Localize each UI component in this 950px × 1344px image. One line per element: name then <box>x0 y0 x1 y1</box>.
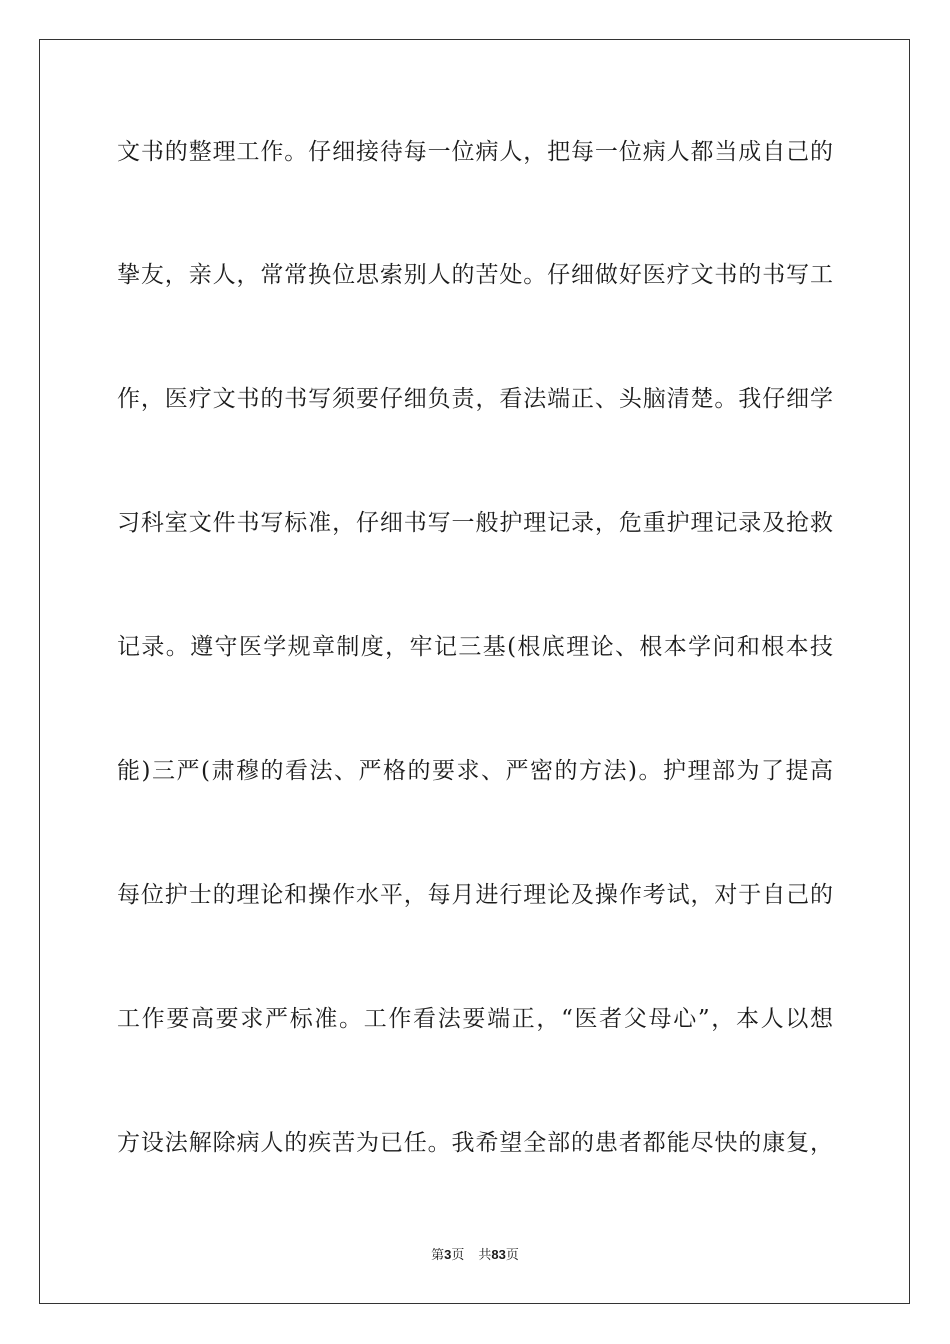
body-text-line-1: 文书的整理工作。仔细接待每一位病人，把每一位病人都当成自己的 <box>117 139 833 165</box>
body-text-line-5: 记录。遵守医学规章制度，牢记三基(根底理论、根本学问和根本技 <box>117 634 833 660</box>
current-page-number: 3 <box>444 1247 452 1262</box>
body-text-line-9: 方设法解除病人的疾苦为已任。我希望全部的患者都能尽快的康复， <box>117 1130 833 1156</box>
total-page-count: 83 <box>491 1247 506 1262</box>
body-text-line-2: 挚友，亲人，常常换位思索别人的苦处。仔细做好医疗文书的书写工 <box>117 262 833 288</box>
total-pages-suffix: 页 <box>505 1248 519 1263</box>
page-number-prefix: 第 <box>431 1248 445 1263</box>
total-pages-prefix: 共 <box>478 1248 492 1263</box>
body-text-line-7: 每位护士的理论和操作水平，每月进行理论及操作考试，对于自己的 <box>117 882 833 908</box>
body-text-line-6: 能)三严(肃穆的看法、严格的要求、严密的方法)。护理部为了提高 <box>117 758 833 784</box>
body-text-line-3: 作，医疗文书的书写须要仔细负责，看法端正、头脑清楚。我仔细学 <box>117 386 833 412</box>
body-text-line-8: 工作要高要求严标准。工作看法要端正，“医者父母心”，本人以想 <box>117 1006 833 1032</box>
page-border <box>39 39 910 1304</box>
body-text-line-4: 习科室文件书写标准，仔细书写一般护理记录，危重护理记录及抢救 <box>117 510 833 536</box>
page-number-suffix: 页 <box>451 1248 465 1263</box>
page-footer <box>0 1246 950 1265</box>
